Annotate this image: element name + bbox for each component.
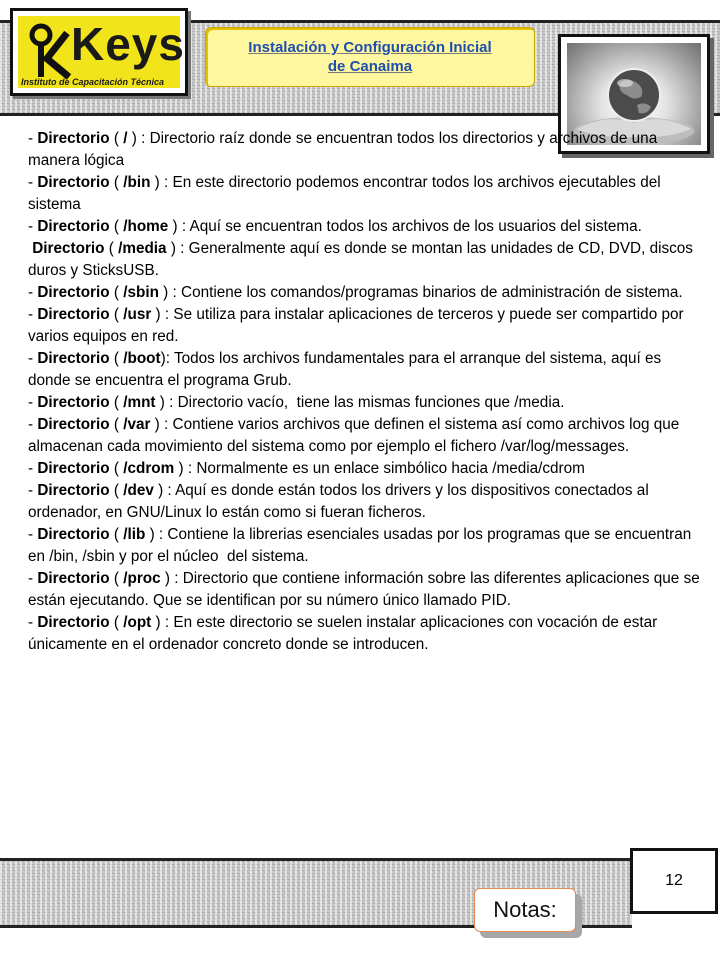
entry-label: Directorio	[37, 350, 110, 367]
entry-close: ) :	[166, 240, 185, 257]
entry-path: /lib	[123, 526, 146, 543]
entry-close: ) :	[145, 526, 164, 543]
entry-prefix: -	[28, 416, 38, 433]
entry-label: Directorio	[37, 284, 110, 301]
entry-close: ):	[160, 350, 170, 367]
entry-prefix: -	[28, 130, 38, 147]
entry-close: ) :	[150, 416, 169, 433]
entry-label: Directorio	[37, 482, 110, 499]
directory-list	[28, 128, 704, 656]
entry-prefix: -	[28, 482, 38, 499]
directory-entry	[28, 458, 700, 480]
entry-open: (	[109, 218, 124, 235]
directory-entry	[28, 238, 700, 282]
page-number	[630, 848, 718, 914]
entry-prefix: -	[28, 174, 38, 191]
entry-label: Directorio	[37, 306, 110, 323]
directory-entry	[28, 128, 700, 172]
entry-close: ) :	[168, 218, 187, 235]
entry-prefix: -	[28, 394, 38, 411]
entry-open: (	[109, 130, 124, 147]
entry-description: En este directorio podemos encontrar todos los archivos ejecutables del sistema	[28, 174, 665, 213]
entry-label: Directorio	[37, 570, 110, 587]
entry-path: /	[123, 130, 128, 147]
entry-description: Normalmente es un enlace simbólico hacia /media/cdrom	[192, 460, 585, 477]
entry-close: ) :	[153, 482, 172, 499]
notes-label	[474, 888, 576, 932]
entry-label: Directorio	[37, 394, 110, 411]
entry-prefix: -	[28, 526, 38, 543]
entry-label: Directorio	[37, 130, 110, 147]
entry-open: (	[104, 240, 119, 257]
entry-open: (	[109, 416, 124, 433]
entry-label: Directorio	[32, 240, 105, 257]
entry-label: Directorio	[37, 416, 110, 433]
entry-close: ) :	[127, 130, 146, 147]
directory-entry	[28, 612, 700, 656]
entry-open: (	[109, 482, 124, 499]
entry-open: (	[109, 526, 124, 543]
entry-label: Directorio	[37, 460, 110, 477]
notes-label-text: Notas:	[493, 897, 557, 922]
entry-prefix: -	[28, 460, 38, 477]
entry-description: Todos los archivos fundamentales para el arranque del sistema, aquí es donde se encuentra el programa Grub.	[28, 350, 666, 389]
entry-open: (	[109, 394, 124, 411]
entry-description: Directorio vacío, tiene las mismas funciones que /media.	[173, 394, 565, 411]
entry-close: ) :	[158, 284, 177, 301]
entry-path: /var	[123, 416, 151, 433]
entry-path: /opt	[123, 614, 152, 631]
entry-close: ) :	[174, 460, 193, 477]
entry-close: ) :	[151, 306, 170, 323]
entry-prefix: -	[28, 284, 38, 301]
entry-prefix: -	[28, 614, 38, 631]
entry-open: (	[109, 350, 124, 367]
entry-path: /usr	[123, 306, 152, 323]
entry-path: /cdrom	[123, 460, 175, 477]
directory-entry	[28, 348, 700, 392]
entry-description: Generalmente aquí es donde se montan las unidades de CD, DVD, discos duros y SticksUSB.	[28, 240, 698, 279]
directory-entry	[28, 524, 700, 568]
entry-path: /home	[123, 218, 169, 235]
entry-close: ) :	[155, 394, 174, 411]
directory-entry	[28, 172, 700, 216]
institute-logo	[10, 8, 188, 96]
entry-description: Directorio que contiene información sobre las diferentes aplicaciones que se están ejecutando. Que se identifican por su número único llamado PID.	[28, 570, 704, 609]
entry-label: Directorio	[37, 526, 110, 543]
directory-entry	[28, 392, 700, 414]
entry-open: (	[109, 570, 124, 587]
logo-subtitle: Instituto de Capacitación Técnica	[21, 77, 165, 87]
entry-description: En este directorio se suelen instalar aplicaciones con vocación de estar únicamente en el ordenador concreto donde se introducen.	[28, 614, 662, 653]
directory-entry	[28, 282, 700, 304]
title-line-1: Instalación y Configuración Inicial	[248, 39, 492, 56]
entry-description: Contiene los comandos/programas binarios de administración de sistema.	[176, 284, 683, 301]
page-title	[205, 27, 535, 87]
entry-path: /media	[118, 240, 167, 257]
entry-open: (	[109, 614, 124, 631]
entry-description: Contiene la librerias esenciales usadas por los programas que se encuentran en /bin, /sbin y por el núcleo del sistema.	[28, 526, 696, 565]
entry-close: ) :	[150, 174, 169, 191]
entry-prefix: -	[28, 306, 38, 323]
page-number-value: 12	[665, 872, 683, 889]
entry-close: ) :	[151, 614, 170, 631]
entry-description: Aquí se encuentran todos los archivos de los usuarios del sistema.	[186, 218, 642, 235]
entry-path: /bin	[123, 174, 151, 191]
entry-close: ) :	[160, 570, 179, 587]
entry-open: (	[109, 174, 124, 191]
entry-description: Se utiliza para instalar aplicaciones de terceros y puede ser compartido por varios equipos en red.	[28, 306, 688, 345]
logo-brand-text: Keys	[71, 18, 185, 70]
entry-open: (	[109, 460, 124, 477]
entry-prefix: -	[28, 350, 38, 367]
entry-path: /proc	[123, 570, 161, 587]
entry-label: Directorio	[37, 218, 110, 235]
entry-path: /dev	[123, 482, 154, 499]
entry-label: Directorio	[37, 174, 110, 191]
directory-entry	[28, 216, 700, 238]
entry-path: /mnt	[123, 394, 156, 411]
entry-path: /sbin	[123, 284, 159, 301]
directory-entry	[28, 568, 704, 612]
entry-prefix: -	[28, 570, 38, 587]
directory-entry	[28, 414, 700, 458]
entry-description: Aquí es donde están todos los drivers y los dispositivos conectados al ordenador, en GNU/Linux lo están como si fueran ficheros.	[28, 482, 653, 521]
entry-open: (	[109, 284, 124, 301]
entry-label: Directorio	[37, 614, 110, 631]
directory-entry	[28, 480, 700, 524]
entry-open: (	[109, 306, 124, 323]
entry-description: Directorio raíz donde se encuentran todos los directorios y archivos de una manera lógica	[28, 130, 662, 169]
entry-prefix: -	[28, 218, 38, 235]
title-line-2: de Canaima	[327, 58, 413, 75]
entry-description: Contiene varios archivos que definen el sistema así como archivos log que almacenan cada movimiento del sistema como por ejemplo el fichero /var/log/messages.	[28, 416, 684, 455]
entry-path: /boot	[123, 350, 161, 367]
directory-entry	[28, 304, 700, 348]
